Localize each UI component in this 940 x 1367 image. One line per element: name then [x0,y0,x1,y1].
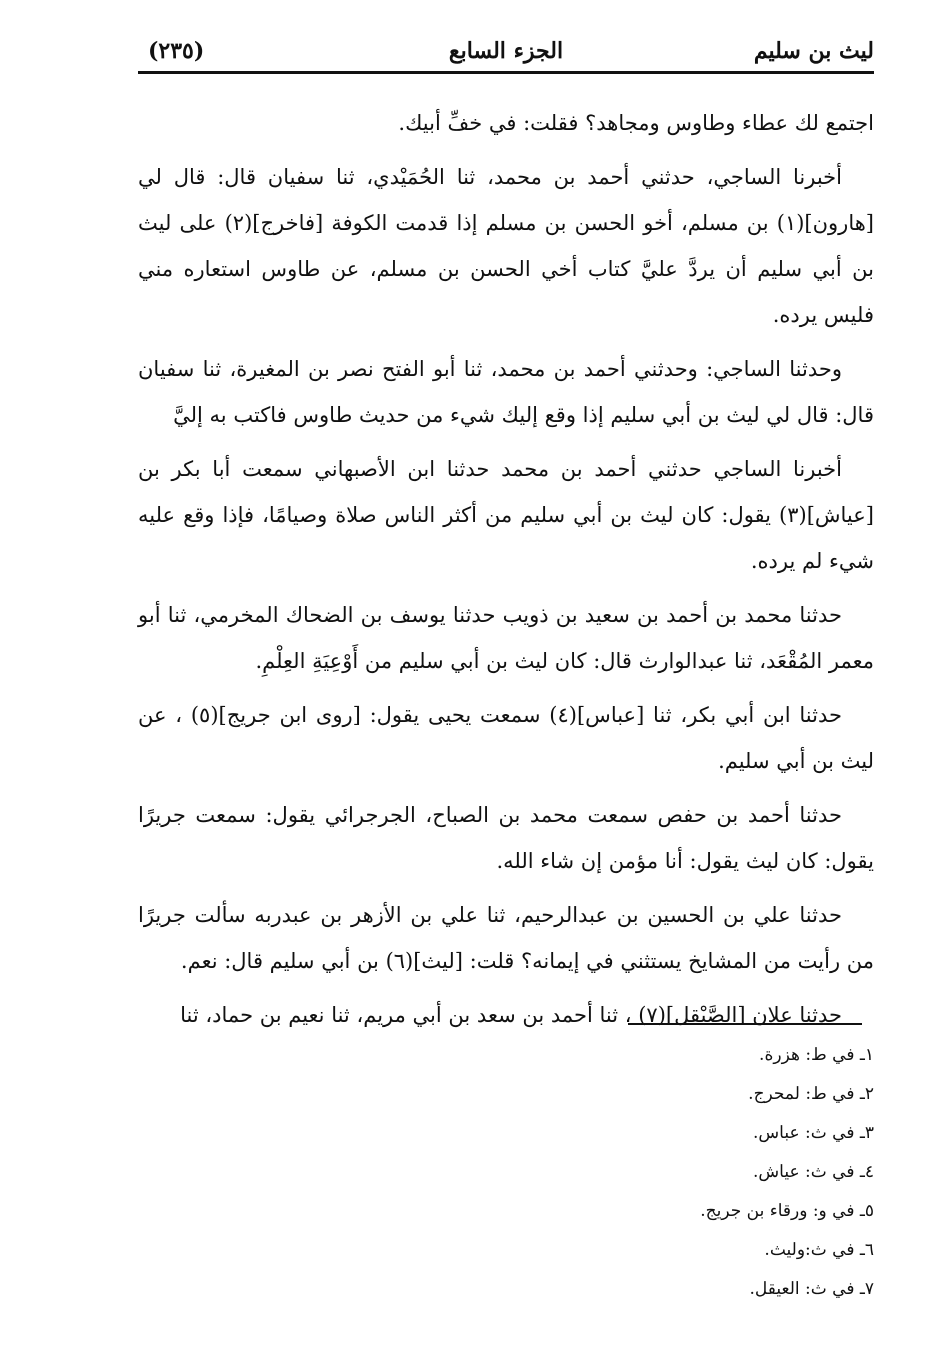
footnote-item: ٥ـ في و: ورقاء بن جريج. [700,1201,874,1221]
page-number: (٢٣٥) [148,38,205,64]
running-header-volume: الجزء السابع [448,38,564,64]
paragraph: حدثنا علي بن الحسين بن عبدالرحيم، ثنا علي بن الأزهر بن عبدربه سألت جريرًا من رأيت من المشايخ يستثني في إيمانه؟ قلت: [ليث](٦) بن أبي سليم قال: نعم. [138,903,874,973]
footnotes [574,1036,874,1309]
footnote-item: ٦ـ في ث:وليث. [764,1240,874,1260]
footnote-separator [628,1023,862,1025]
footnote-item: ٤ـ في ث: عياش. [753,1162,874,1182]
running-header-author: ليث بن سليم [753,38,874,64]
paragraph: وحدثنا الساجي: وحدثني أحمد بن محمد، ثنا أبو الفتح نصر بن المغيرة، ثنا سفيان قال: قال لي ليث بن أبي سليم إذا وقع إليك شيء من حديث طاوس فاكتب به إليَّ [138,357,874,427]
header-rule [138,71,874,74]
paragraph: أخبرنا الساجي، حدثني أحمد بن محمد، ثنا الحُمَيْدي، ثنا سفيان قال: قال لي [هارون](١) بن مسلم، أخو الحسن بن مسلم إذا قدمت الكوفة [فاخرج](٢) على ليث بن أبي سليم أن يردَّ عليَّ كتاب أخي الحسن بن مسلم، عن طاوس استعاره مني فليس يرده. [138,165,874,327]
paragraph: حدثنا ابن أبي بكر، ثنا [عباس](٤) سمعت يحيى يقول: [روى ابن جريج](٥) ، عن ليث بن أبي سليم. [138,703,874,773]
page-header [138,30,874,74]
footnote-item: ٣ـ في ث: عباس. [753,1123,874,1143]
paragraph: اجتمع لك عطاء وطاوس ومجاهد؟ فقلت: في خفِّ أبيك. [398,111,874,135]
paragraph: حدثنا محمد بن أحمد بن سعيد بن ذويب حدثنا يوسف بن الضحاك المخرمي، ثنا أبو معمر المُقْعَد، ثنا عبدالوارث قال: كان ليث بن أبي سليم من أَوْعِيَةِ العِلْمِ. [138,603,874,673]
footnote-item: ١ـ في ط: هزرة. [759,1045,874,1065]
footnote-item: ٢ـ في ط: لمحرج. [748,1084,874,1104]
footnote-item: ٧ـ في ث: العيقل. [749,1279,874,1299]
main-text [138,100,874,1046]
paragraph: حدثنا علان [الصَّيْقل](٧) ، ثنا أحمد بن سعد بن أبي مريم، ثنا نعيم بن حماد، ثنا [180,1003,842,1027]
paragraph: أخبرنا الساجي حدثني أحمد بن محمد حدثنا ابن الأصبهاني سمعت أبا بكر بن [عياش](٣) يقول: كان ليث بن أبي سليم من أكثر الناس صلاة وصيامًا، فإذا وقع عليه شيء لم يرده. [138,457,874,573]
paragraph: حدثنا أحمد بن حفص سمعت محمد بن الصباح، الجرجرائي يقول: سمعت جريرًا يقول: كان ليث يقول: أنا مؤمن إن شاء الله. [138,803,874,873]
